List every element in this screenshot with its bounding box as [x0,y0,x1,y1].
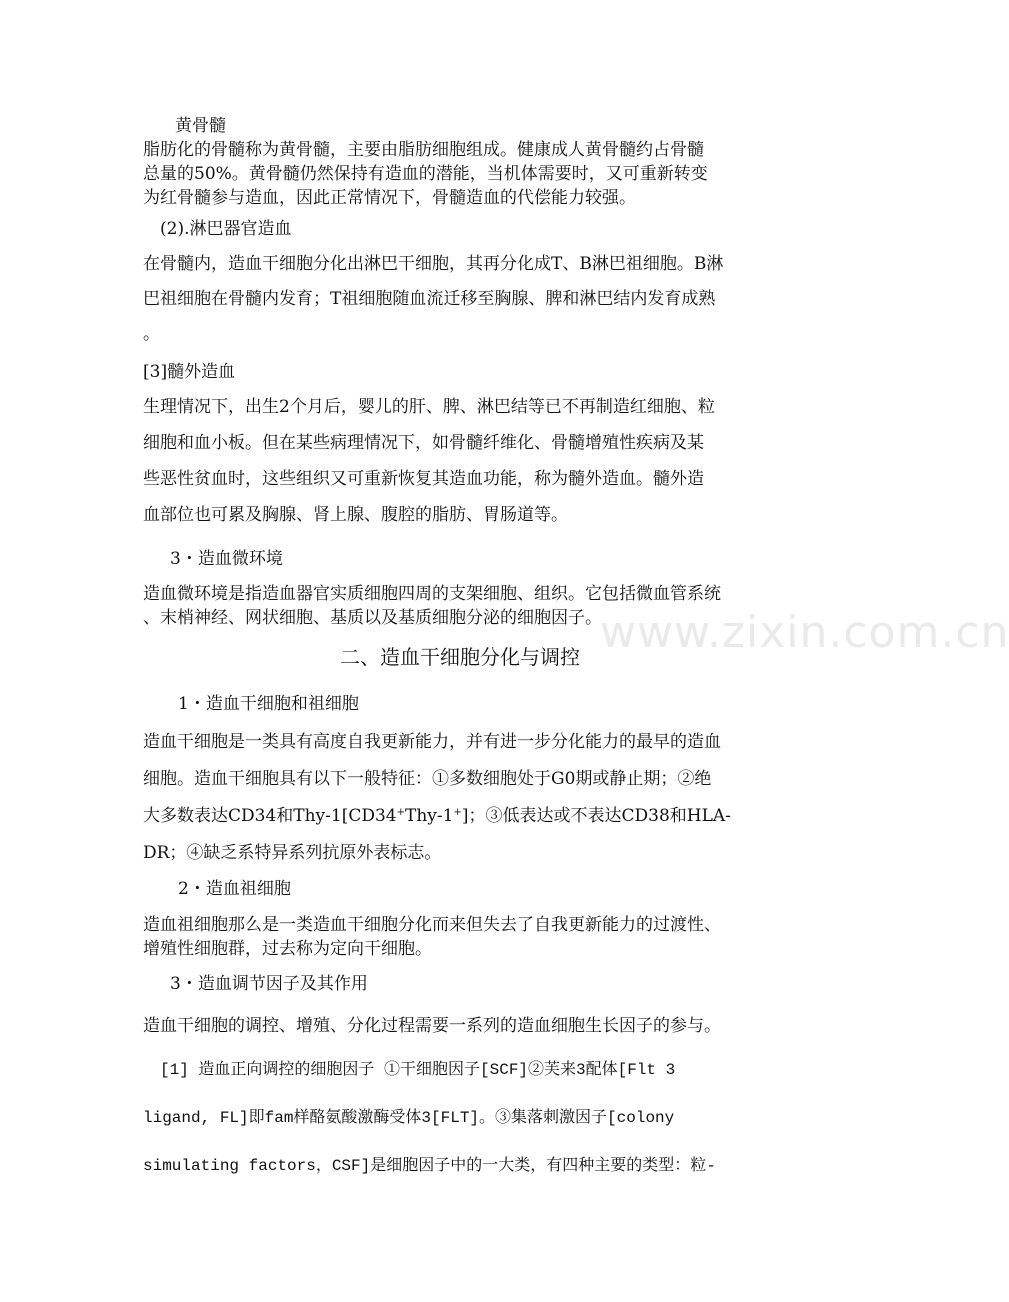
watermark: www.zixin.com.cn [600,607,1009,658]
paragraph-line: 些恶性贫血时，这些组织又可重新恢复其造血功能，称为髓外造血。髓外造 [143,469,704,489]
text-fragment: Thy-1 [405,806,454,826]
paragraph-line: ligand, FL]即fam样酪氨酸激酶受体3[FLT]。③集落刺激因子[colony [143,1109,675,1127]
paragraph-line: DR；④缺乏系特异系列抗原外表标志。 [143,843,442,863]
paragraph-line: 增殖性细胞群，过去称为定向干细胞。 [143,939,432,959]
microenvironment-heading: 3・造血微环境 [170,549,283,569]
paragraph-line: simulating factors，CSF]是细胞因子中的一大类，有四种主要的类型：粒- [143,1157,716,1175]
paragraph-line: 血部位也可累及胸腺、肾上腺、腹腔的脂肪、胃肠道等。 [143,505,568,525]
paragraph-line: 造血微环境是指造血器官实质细胞四周的支架细胞、组织。它包括微血管系统 [143,584,721,604]
paragraph-line: 为红骨髓参与造血，因此正常情况下，骨髓造血的代偿能力较强。 [143,188,636,208]
paragraph-line: 脂肪化的骨髓称为黄骨髓，主要由脂肪细胞组成。健康成人黄骨髓约占骨髓 [143,140,704,160]
yellow-marrow-heading: 黄骨髓 [175,116,226,136]
paragraph-line: 。 [143,324,160,344]
paragraph-line: 总量的50%。黄骨髓仍然保持有造血的潜能，当机体需要时，又可重新转变 [143,164,708,184]
superscript: + [453,807,462,818]
paragraph-line: 造血祖细胞那么是一类造血干细胞分化而来但失去了自我更新能力的过渡性、 [143,915,721,935]
text-fragment: ]；③低表达或不表达CD38和HLA- [461,806,731,826]
paragraph-line: 巴祖细胞在骨髓内发育；T祖细胞随血流迁移至胸腺、脾和淋巴结内发育成熟 [143,289,716,309]
stem-cell-heading: 1・造血干细胞和祖细胞 [178,694,359,714]
paragraph-line: 细胞。造血干细胞具有以下一般特征：①多数细胞处于G0期或静止期；②绝 [143,769,712,789]
paragraph-line: 在骨髓内，造血干细胞分化出淋巴干细胞，其再分化成T、B淋巴祖细胞。B淋 [143,254,724,274]
paragraph-line: 生理情况下，出生2个月后，婴儿的肝、脾、淋巴结等已不再制造红细胞、粒 [143,397,715,417]
text-fragment: 大多数表达CD34和Thy-1[CD34 [143,806,397,826]
progenitor-heading: 2・造血祖细胞 [178,879,291,899]
section-heading: 二、造血干细胞分化与调控 [340,645,580,669]
paragraph-line [143,804,731,828]
lymph-organ-heading: (2).淋巴器官造血 [160,219,292,239]
paragraph-line: [1] 造血正向调控的细胞因子 ①干细胞因子[SCF]②芙来3配体[Flt 3 [160,1061,676,1079]
regulator-heading: 3・造血调节因子及其作用 [170,974,368,994]
paragraph-line: 造血干细胞的调控、增殖、分化过程需要一系列的造血细胞生长因子的参与。 [143,1016,721,1036]
paragraph-line: 、末梢神经、网状细胞、基质以及基质细胞分泌的细胞因子。 [143,608,602,628]
paragraph-line: 细胞和血小板。但在某些病理情况下，如骨髓纤维化、骨髓增殖性疾病及某 [143,433,704,453]
extramedullary-heading: [3]髓外造血 [143,362,236,382]
superscript: + [396,807,406,818]
paragraph-line: 造血干细胞是一类具有高度自我更新能力，并有进一步分化能力的最早的造血 [143,732,721,752]
